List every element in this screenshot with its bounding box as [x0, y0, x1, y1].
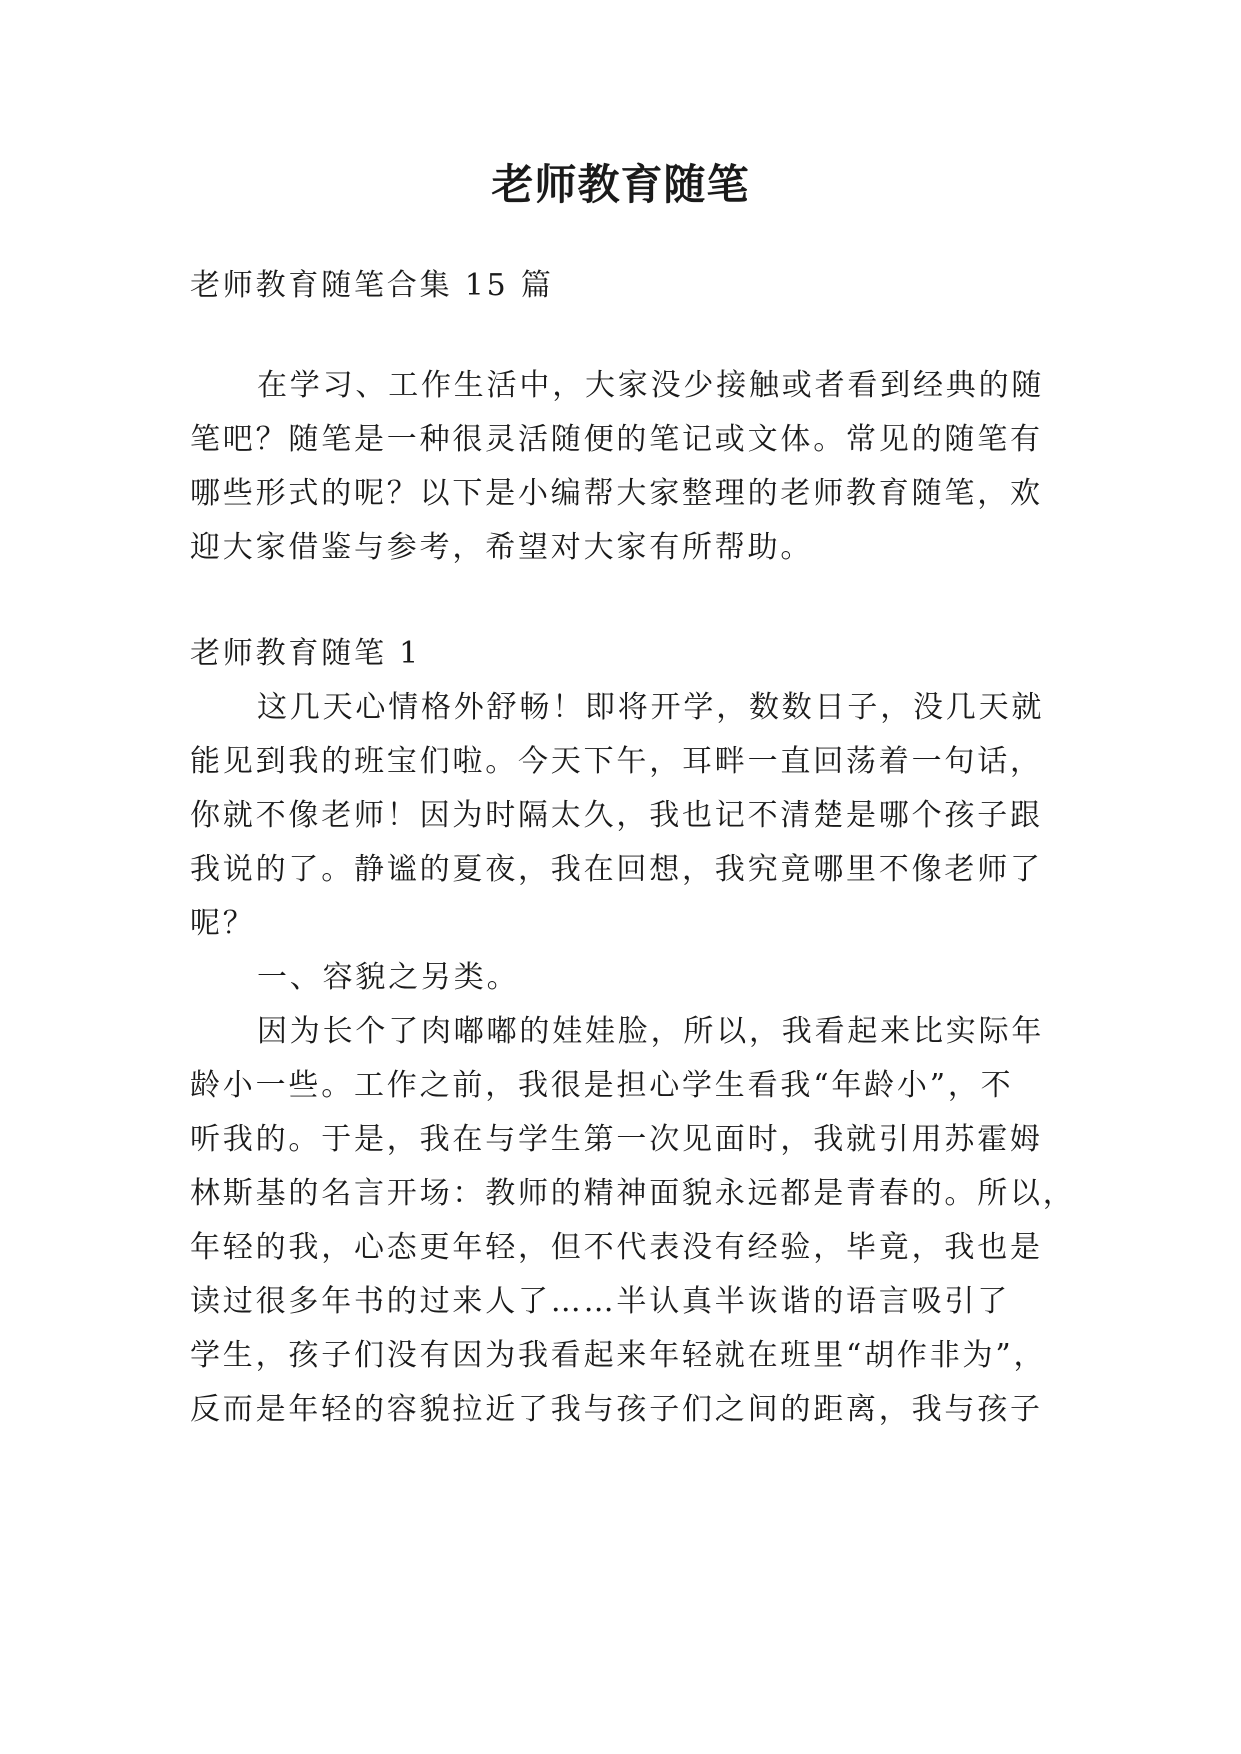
text-line: 因为长个了肉嘟嘟的娃娃脸，所以，我看起来比实际年 [257, 1014, 1045, 1049]
text-line: 我说的了。静谧的夏夜，我在回想，我究竟哪里不像老师了 [190, 852, 1043, 887]
text-line: 呢？ [190, 906, 256, 941]
text-line: 学生，孩子们没有因为我看起来年轻就在班里“胡作非为”， [190, 1338, 1047, 1373]
text-line: 迎大家借鉴与参考，希望对大家有所帮助。 [190, 530, 814, 565]
section-heading: 老师教育随笔 1 [190, 636, 422, 671]
text-line: 能见到我的班宝们啦。今天下午，耳畔一直回荡着一句话， [190, 744, 1043, 779]
text-line: 听我的。于是，我在与学生第一次见面时，我就引用苏霍姆 [190, 1122, 1043, 1157]
text-line: 龄小一些。工作之前，我很是担心学生看我“年龄小”，不 [190, 1068, 1014, 1103]
text-line: 读过很多年书的过来人了……半认真半诙谐的语言吸引了 [190, 1284, 1010, 1319]
point-heading: 一、容貌之另类。 [257, 960, 520, 995]
text-line: 笔吧？随笔是一种很灵活随便的笔记或文体。常见的随笔有 [190, 422, 1043, 457]
document-title: 老师教育随笔 [491, 160, 750, 209]
text-line: 年轻的我，心态更年轻，但不代表没有经验，毕竟，我也是 [190, 1230, 1043, 1265]
text-line: 哪些形式的呢？以下是小编帮大家整理的老师教育随笔，欢 [190, 476, 1043, 511]
collection-subtitle: 老师教育随笔合集 15 篇 [190, 268, 554, 303]
text-line: 这几天心情格外舒畅！即将开学，数数日子，没几天就 [257, 690, 1045, 725]
text-line: 林斯基的名言开场：教师的精神面貌永远都是青春的。所以， [190, 1176, 1076, 1211]
text-line: 在学习、工作生活中，大家没少接触或者看到经典的随 [257, 368, 1045, 403]
text-line: 你就不像老师！因为时隔太久，我也记不清楚是哪个孩子跟 [190, 798, 1043, 833]
text-line: 反而是年轻的容貌拉近了我与孩子们之间的距离，我与孩子 [190, 1392, 1043, 1427]
